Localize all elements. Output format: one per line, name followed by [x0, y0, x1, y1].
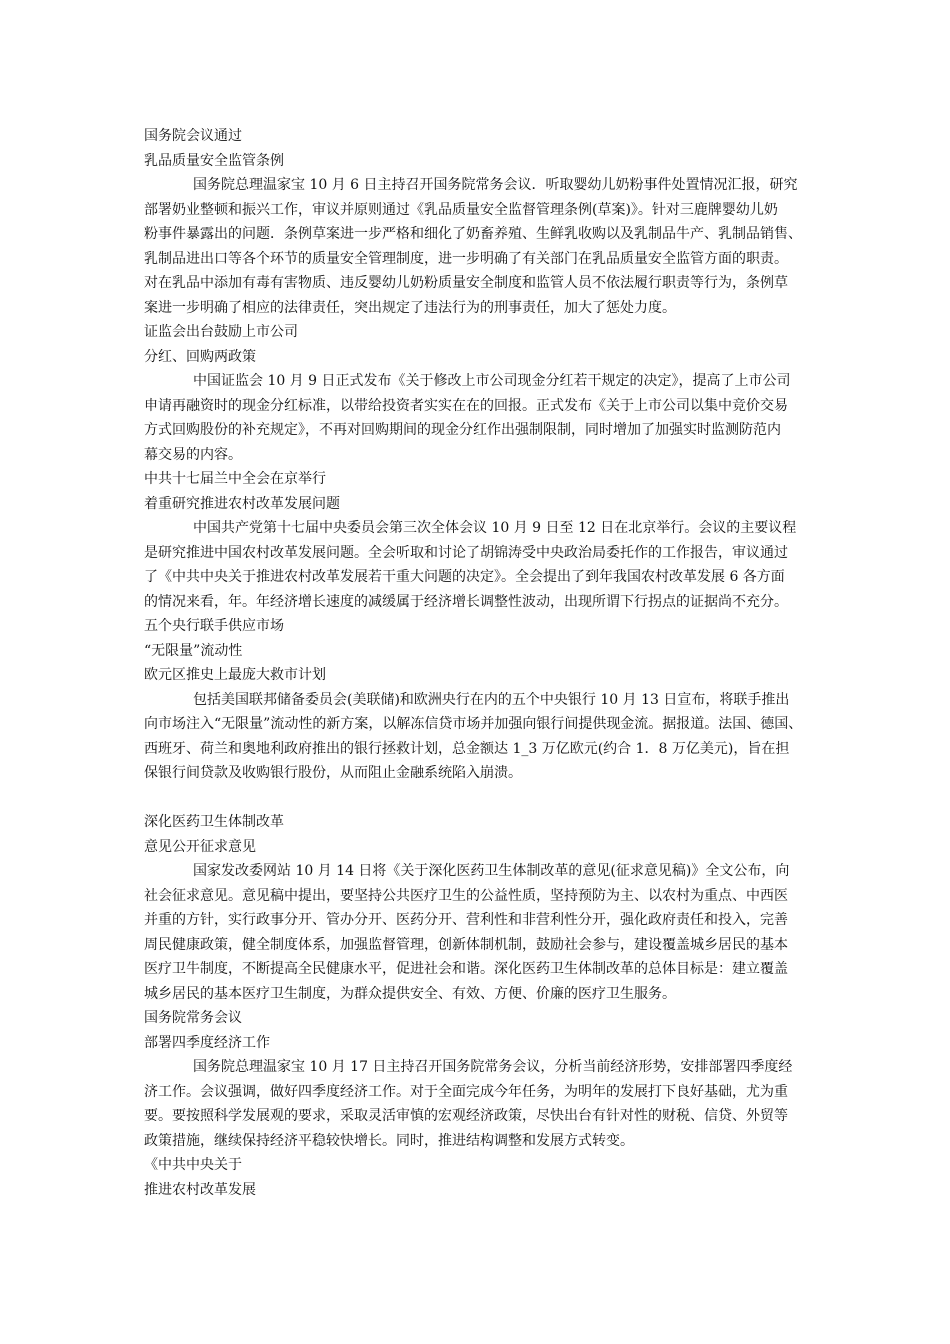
body-line: 西班牙、荷兰和奥地利政府推出的银行拯救计划，总金额达 1_3 万亿欧元(约合 1．8 万亿美元)，旨在担 — [144, 740, 790, 757]
section-subheading: 分红、回购两政策 — [144, 348, 256, 365]
section-heading: 国务院会议通过 — [144, 128, 242, 144]
document-page — [144, 124, 824, 1202]
body-line: 的情况来看，年。年经济增长速度的减缓属于经济增长调整性波动，出现所谓下行拐点的证据尚不充分。 — [144, 593, 788, 610]
body-line: 国务院总理温家宝 10 月 17 日主持召开国务院常务会议，分析当前经济形势，安排部署四季度经 — [193, 1059, 793, 1075]
section-subheading: 欧元区推史上最庞大救市计划 — [144, 667, 326, 683]
section-heading: 《中共中央关于 — [144, 1157, 242, 1173]
section-heading: 五个央行联手供应市场 — [144, 618, 284, 634]
body-line: 并重的方针，实行政事分开、管办分开、医药分开、营利性和非营利性分开，强化政府责任和投入，完善 — [144, 912, 788, 928]
body-line: 政策措施，继续保持经济平稳较快增长。同时，推进结构调整和发展方式转变。 — [144, 1132, 634, 1149]
body-line: 保银行间贷款及收购银行股份，从而阻止金融系统陷入崩溃。 — [144, 765, 522, 781]
body-line: 对在乳品中添加有毒有害物质、违反婴幼儿奶粉质量安全制度和监管人员不依法履行职责等行为，条例草 — [144, 275, 788, 291]
body-line: 中国证监会 10 月 9 日正式发布《关于修改上市公司现金分红若干规定的决定》，提高了上市公司 — [193, 373, 791, 389]
body-line: 社会征求意见。意见稿中提出，要坚持公共医疗卫生的公益性质，坚持预防为主、以农村为重点、中西医 — [144, 887, 788, 904]
body-line: 城乡居民的基本医疗卫生制度，为群众提供安全、有效、方便、价廉的医疗卫生服务。 — [144, 985, 676, 1002]
section-subheading: 部署四季度经济工作 — [144, 1034, 270, 1051]
section-subheading: 乳品质量安全监管条例 — [144, 152, 284, 169]
body-line: 申请再融资时的现金分红标准，以带给投资者实实在在的回报。正式发布《关于上市公司以集中竞价交易 — [144, 397, 788, 414]
body-line: 是研究推进中国农村改革发展问题。全会听取和讨论了胡锦涛受中央政治局委托作的工作报告，审议通过 — [144, 544, 788, 561]
body-line: 国务院总理温家宝 10 月 6 日主持召开国务院常务会议．听取婴幼儿奶粉事件处置情况汇报，研究 — [193, 177, 798, 193]
section-subheading: “无限量”流动性 — [144, 642, 243, 659]
body-line: 国家发改委网站 10 月 14 日将《关于深化医药卫生体制改革的意见(征求意见稿)》全文公布，向 — [193, 863, 790, 879]
body-line: 包括美国联邦储备委员会(美联储)和欧洲央行在内的五个中央银行 10 月 13 日宣布，将联手推出 — [193, 691, 790, 708]
body-line: 乳制品进出口等各个环节的质量安全管理制度，进一步明确了有关部门在乳品质量安全监管方面的职责。 — [144, 250, 788, 267]
body-line: 周民健康政策，健全制度体系，加强监督管理，创新体制机制，鼓励社会参与，建设覆盖城乡居民的基本 — [144, 936, 788, 953]
body-line: 粉事件暴露出的问题．条例草案进一步严格和细化了奶畜养殖、生鲜乳收购以及乳制品牛产、乳制品销售、 — [144, 226, 802, 242]
body-line: 了《中共中央关于推进农村改革发展若干重大问题的决定》。全会提出了到年我国农村改革发展 6 各方面 — [144, 569, 785, 585]
body-line: 济工作。会议强调，做好四季度经济工作。对于全面完成今年任务，为明年的发展打下良好基础，尤为重 — [144, 1083, 788, 1100]
body-line: 医疗卫牛制度，不断提高全民健康水平，促进社会和谐。深化医药卫生体制改革的总体目标是：建立覆盖 — [144, 961, 788, 977]
section-heading: 深化医药卫生体制改革 — [144, 814, 284, 830]
section-heading: 中共十七届兰中全会在京举行 — [144, 471, 326, 487]
body-line: 幕交易的内容。 — [144, 446, 242, 463]
body-line: 部署奶业整顿和振兴工作，审议并原则通过《乳品质量安全监督管理条例(草案)》。针对三鹿牌婴幼儿奶 — [144, 201, 778, 218]
blank-line — [144, 786, 824, 811]
body-line: 中国共产党第十七届中央委员会第三次全体会议 10 月 9 日至 12 日在北京举行。会议的主要议程 — [193, 520, 797, 536]
section-subheading: 推进农村改革发展 — [144, 1181, 256, 1198]
section-subheading: 着重研究推进农村改革发展问题 — [144, 495, 340, 512]
body-line: 向市场注入“无限量”流动性的新方案，以解冻信贷市场并加强向银行间提供现金流。据报道。法国、德国、 — [144, 716, 803, 732]
section-subheading: 意见公开征求意见 — [144, 838, 256, 855]
body-line: 案进一步明确了相应的法律责任，突出规定了违法行为的刑事责任，加大了惩处力度。 — [144, 299, 676, 316]
body-line: 方式回购股份的补充规定》，不再对回购期间的现金分红作出强制限制，同时增加了加强实时监测防范内 — [144, 422, 781, 438]
body-line: 要。要按照科学发展观的要求，采取灵活审慎的宏观经济政策，尽快出台有针对性的财税、信贷、外贸等 — [144, 1108, 788, 1124]
section-heading: 证监会出台鼓励上市公司 — [144, 324, 298, 340]
section-heading: 国务院常务会议 — [144, 1010, 242, 1026]
